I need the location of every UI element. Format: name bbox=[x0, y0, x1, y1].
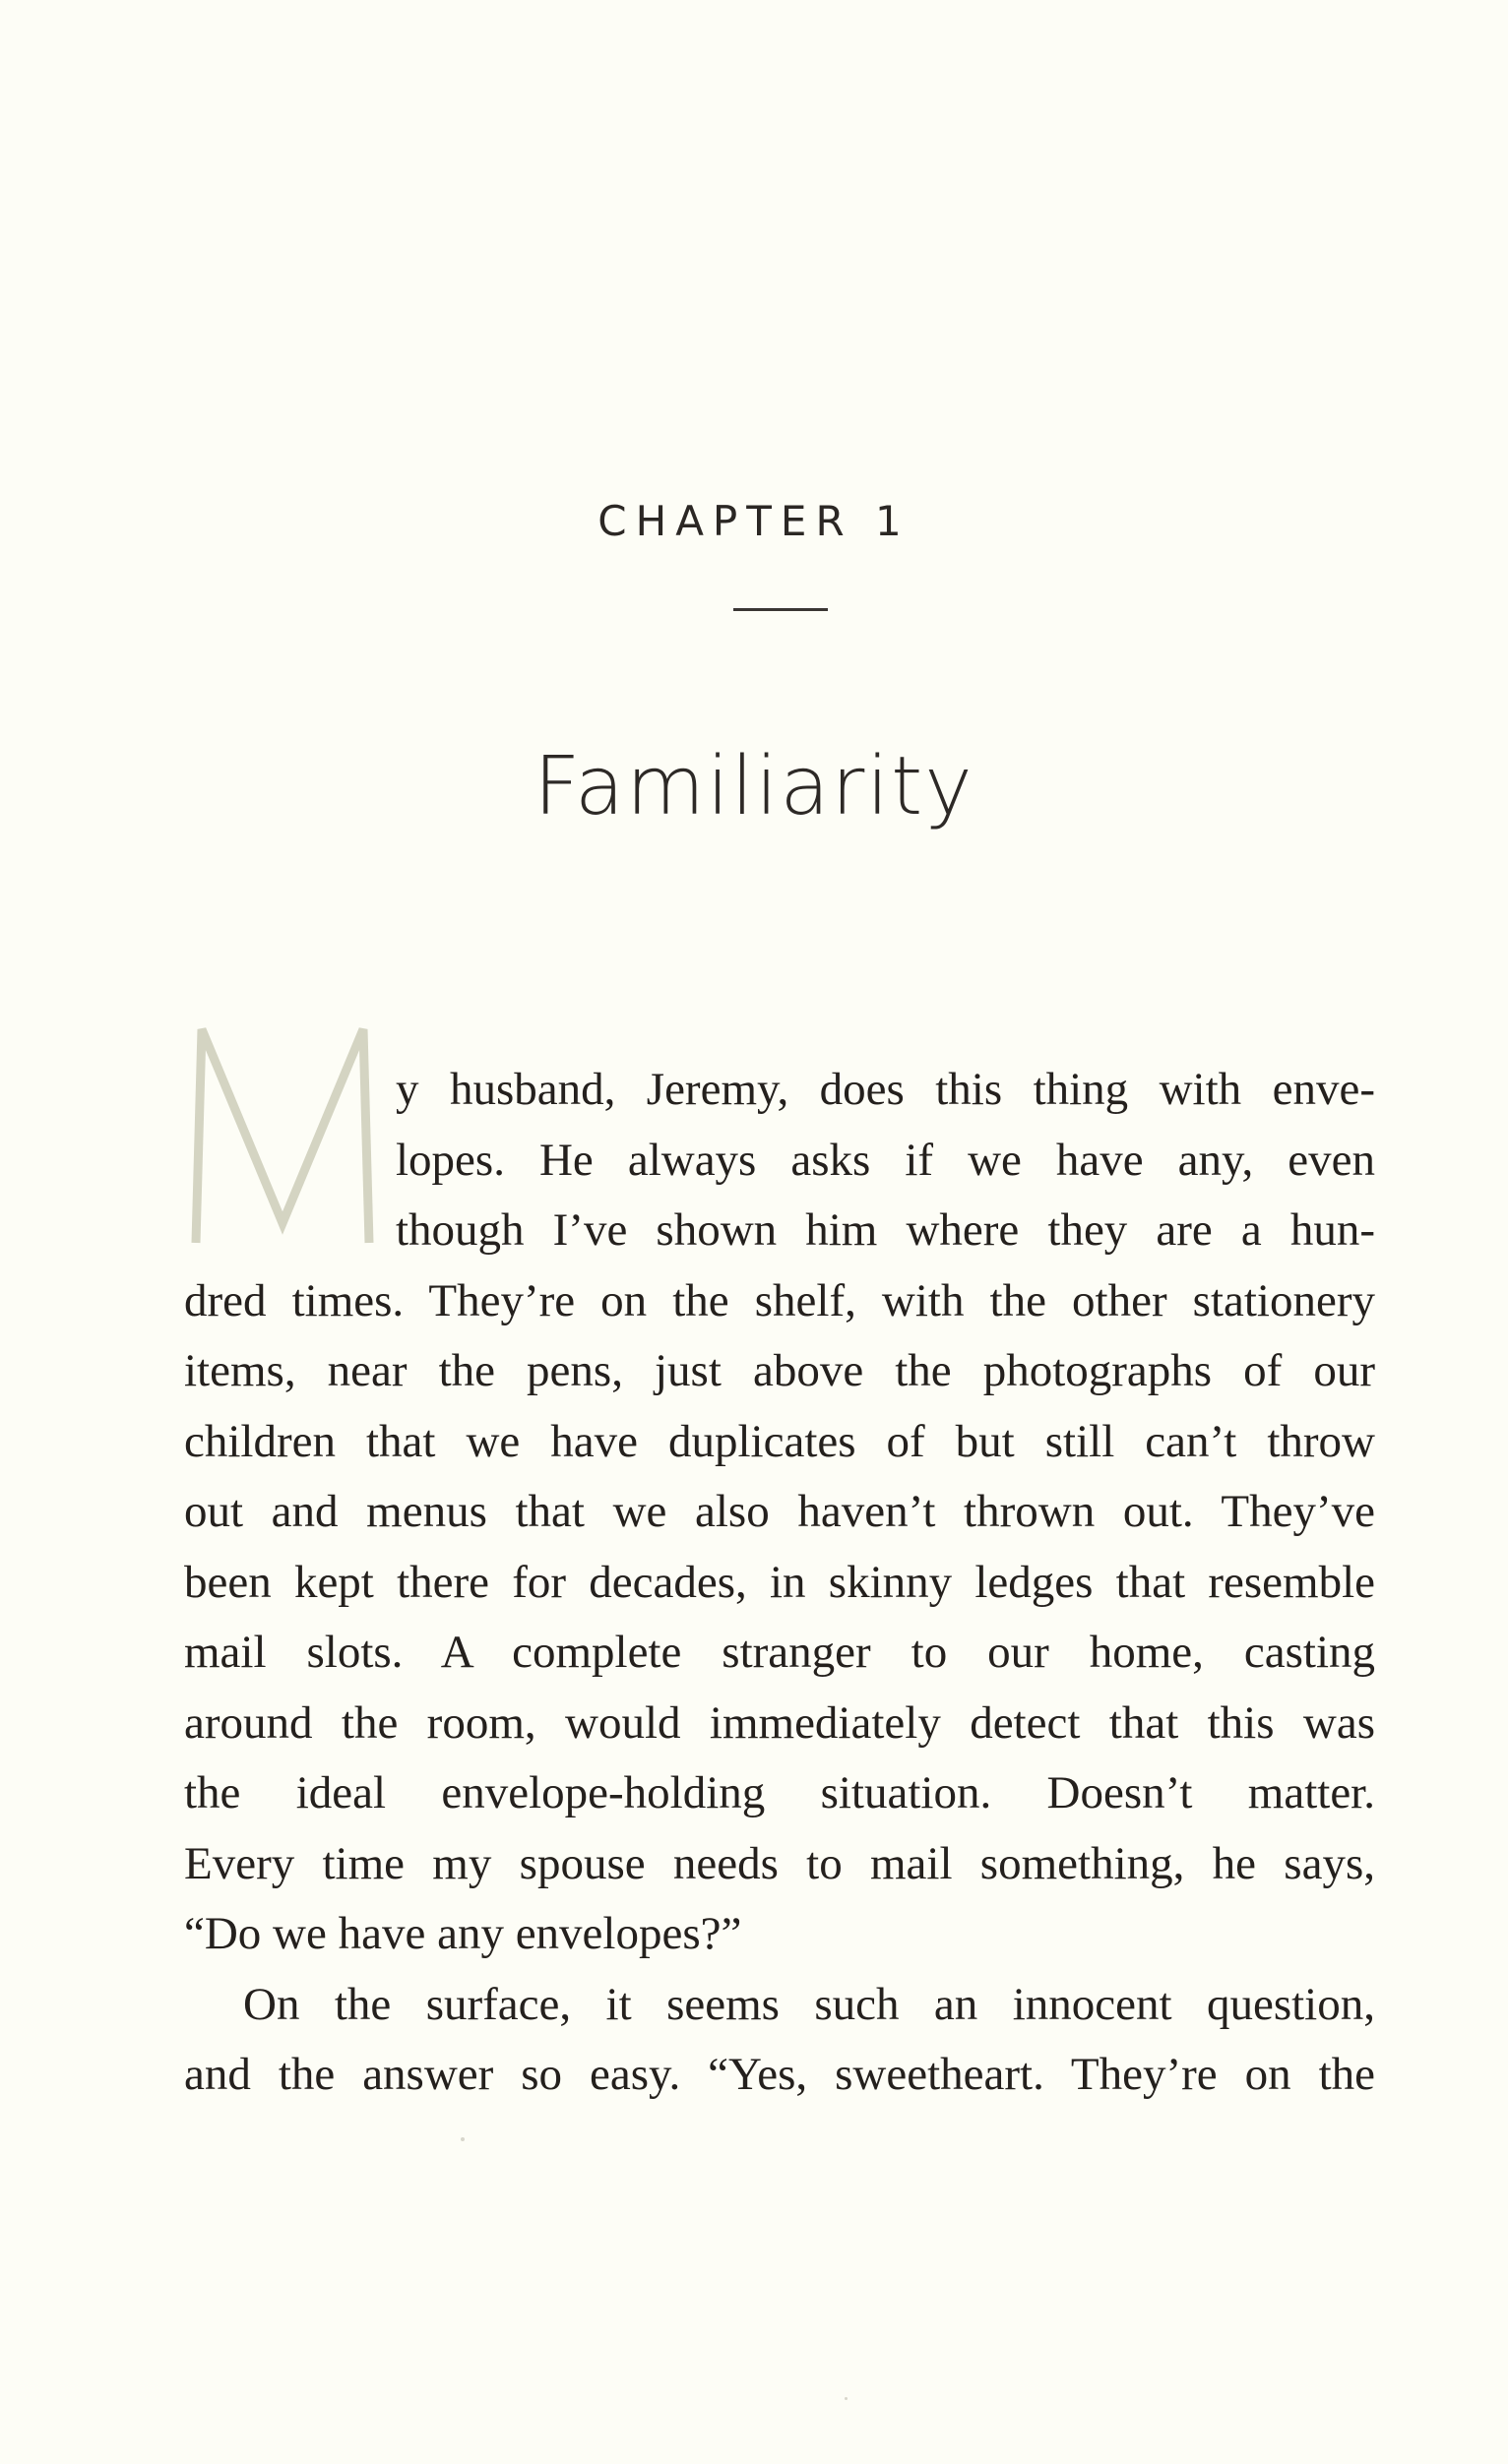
text-line: items, near the pens, just above the photographs of our bbox=[184, 1345, 1375, 1396]
scan-speck bbox=[845, 2397, 848, 2400]
text-line: mail slots. A complete stranger to our home, casting bbox=[184, 1627, 1375, 1678]
text-line: Every time my spouse needs to mail something, he says, bbox=[184, 1837, 1375, 1889]
text-line: though I’ve shown him where they are a hun- bbox=[396, 1204, 1375, 1256]
text-line: dred times. They’re on the shelf, with the other stationery bbox=[184, 1274, 1375, 1326]
chapter-body-text bbox=[184, 1055, 1375, 2111]
text-line: y husband, Jeremy, does this thing with enve- bbox=[396, 1064, 1375, 1115]
text-line: the ideal envelope-holding situation. Doesn’t matter. bbox=[184, 1767, 1375, 1818]
scan-speck bbox=[461, 2137, 465, 2141]
text-line: On the surface, it seems such an innocent question, bbox=[243, 1978, 1375, 2030]
text-line: lopes. He always asks if we have any, even bbox=[396, 1134, 1375, 1186]
text-line: been kept there for decades, in skinny ledges that resemble bbox=[184, 1556, 1375, 1608]
text-line: out and menus that we also haven’t thrown out. They’ve bbox=[184, 1486, 1375, 1537]
chapter-title: Familiarity bbox=[534, 740, 974, 833]
text-line: children that we have duplicates of but still can’t throw bbox=[184, 1415, 1375, 1467]
chapter-number: CHAPTER 1 bbox=[597, 497, 911, 545]
text-line: “Do we have any envelopes?” bbox=[184, 1908, 742, 1959]
text-line: and the answer so easy. “Yes, sweetheart. They’re on the bbox=[184, 2049, 1375, 2100]
chapter-divider bbox=[733, 608, 828, 611]
text-line: around the room, would immediately detect that this was bbox=[184, 1696, 1375, 1749]
